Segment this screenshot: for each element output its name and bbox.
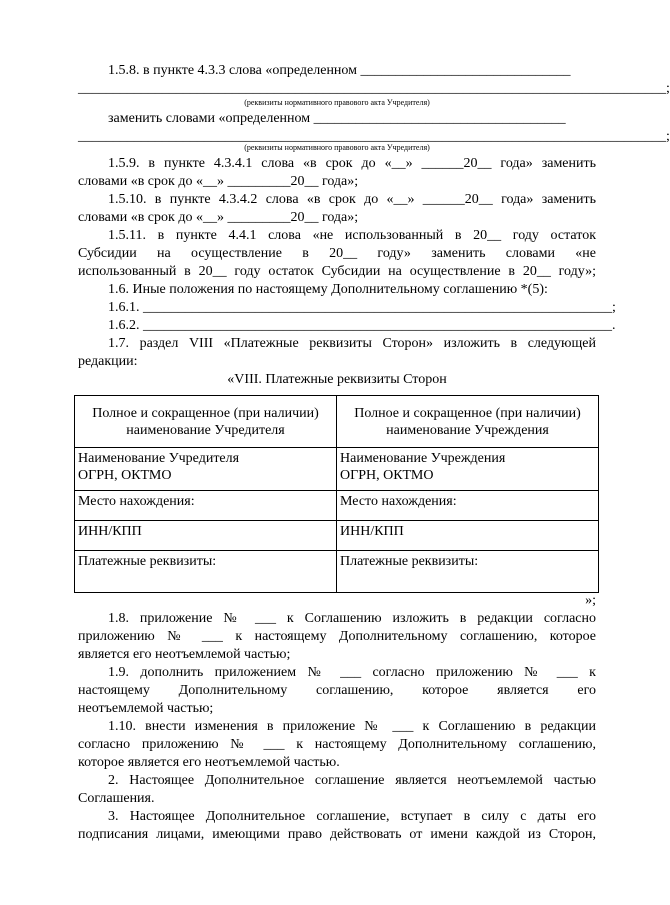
clause-2: 2. Настоящее Дополнительное соглашение является неотъемлемой частью xyxy=(108,773,596,788)
table-row xyxy=(75,551,599,593)
founder-name-cell: Наименование Учредителя ОГРН, ОКТМО xyxy=(75,448,337,491)
clause-1-5-11-cont: использованный в 20__ году остаток Субсидии на осуществление в 20__ году»; xyxy=(78,264,596,279)
institution-header-cell: Полное и сокращенное (при наличии) наименование Учреждения xyxy=(337,396,599,448)
clause-1-8-cont: является его неотъемлемой частью; xyxy=(78,647,291,662)
institution-location-cell: Место нахождения: xyxy=(337,491,599,521)
table-row xyxy=(75,396,599,448)
clause-1-8: 1.8. приложение № ___ к Соглашению изложить в редакции согласно xyxy=(108,611,596,626)
founder-payment-cell: Платежные реквизиты: xyxy=(75,551,337,593)
payment-details-table xyxy=(74,395,599,593)
clause-1-9-cont: настоящему Дополнительному соглашению, которое является его xyxy=(78,683,596,698)
founder-location-cell: Место нахождения: xyxy=(75,491,337,521)
clause-1-8-cont: приложению № ___ к настоящему Дополнительному соглашению, которое xyxy=(78,629,596,644)
closing-quote: »; xyxy=(585,593,596,608)
clause-1-5-8: 1.5.8. в пункте 4.3.3 слова «определенном ______________________________ xyxy=(108,63,571,78)
table-row xyxy=(75,521,599,551)
section-heading: «VIII. Платежные реквизиты Сторон xyxy=(227,372,447,387)
clause-1-6-1: 1.6.1. ___________________________________________________________________; xyxy=(108,300,616,315)
clause-1-7: 1.7. раздел VIII «Платежные реквизиты Сторон» изложить в следующей xyxy=(108,336,596,351)
clause-3-cont: подписания лицами, имеющими право действовать от имени каждой из Сторон, xyxy=(78,827,596,842)
clause-1-5-9-cont: словами «в срок до «__» _________20__ года»; xyxy=(78,174,359,189)
clause-1-10-cont: которое является его неотъемлемой частью. xyxy=(78,755,340,770)
clause-1-10: 1.10. внести изменения в приложение № ___ к Соглашению в редакции xyxy=(108,719,596,734)
clause-3: 3. Настоящее Дополнительное соглашение, вступает в силу с даты его xyxy=(108,809,596,824)
clause-1-7-cont: редакции: xyxy=(78,354,138,369)
founder-inn-cell: ИНН/КПП xyxy=(75,521,337,551)
clause-2-cont: Соглашения. xyxy=(78,791,155,806)
blank-line: ____________________________________________________________________________________; xyxy=(78,81,670,96)
institution-name-cell: Наименование Учреждения ОГРН, ОКТМО xyxy=(337,448,599,491)
clause-1-6: 1.6. Иные положения по настоящему Дополнительному соглашению *(5): xyxy=(108,282,548,297)
clause-1-9: 1.9. дополнить приложением № ___ согласно приложению № ___ к xyxy=(108,665,596,680)
institution-inn-cell: ИНН/КПП xyxy=(337,521,599,551)
table-row xyxy=(75,491,599,521)
clause-1-5-11-cont: Субсидии на осуществление в 20__ году» заменить словами «не xyxy=(78,246,596,261)
replace-words-line: заменить словами «определенном ____________________________________ xyxy=(108,111,566,126)
table-row xyxy=(75,448,599,491)
clause-1-5-9: 1.5.9. в пункте 4.3.4.1 слова «в срок до «__» ______20__ года» заменить xyxy=(108,156,596,171)
blank-line: ____________________________________________________________________________________; xyxy=(78,129,670,144)
clause-1-5-10: 1.5.10. в пункте 4.3.4.2 слова «в срок до «__» ______20__ года» заменить xyxy=(108,192,596,207)
caption-legal-act: (реквизиты нормативного правового акта Учредителя) xyxy=(244,143,430,152)
clause-1-9-cont: неотъемлемой частью; xyxy=(78,701,214,716)
clause-1-5-10-cont: словами «в срок до «__» _________20__ года»; xyxy=(78,210,359,225)
caption-legal-act: (реквизиты нормативного правового акта Учредителя) xyxy=(244,98,430,107)
clause-1-6-2: 1.6.2. ___________________________________________________________________. xyxy=(108,318,616,333)
institution-payment-cell: Платежные реквизиты: xyxy=(337,551,599,593)
clause-1-10-cont: согласно приложению № ___ к настоящему Дополнительному соглашению, xyxy=(78,737,596,752)
founder-header-cell: Полное и сокращенное (при наличии) наименование Учредителя xyxy=(75,396,337,448)
clause-1-5-11: 1.5.11. в пункте 4.4.1 слова «не использованный в 20__ году остаток xyxy=(108,228,596,243)
